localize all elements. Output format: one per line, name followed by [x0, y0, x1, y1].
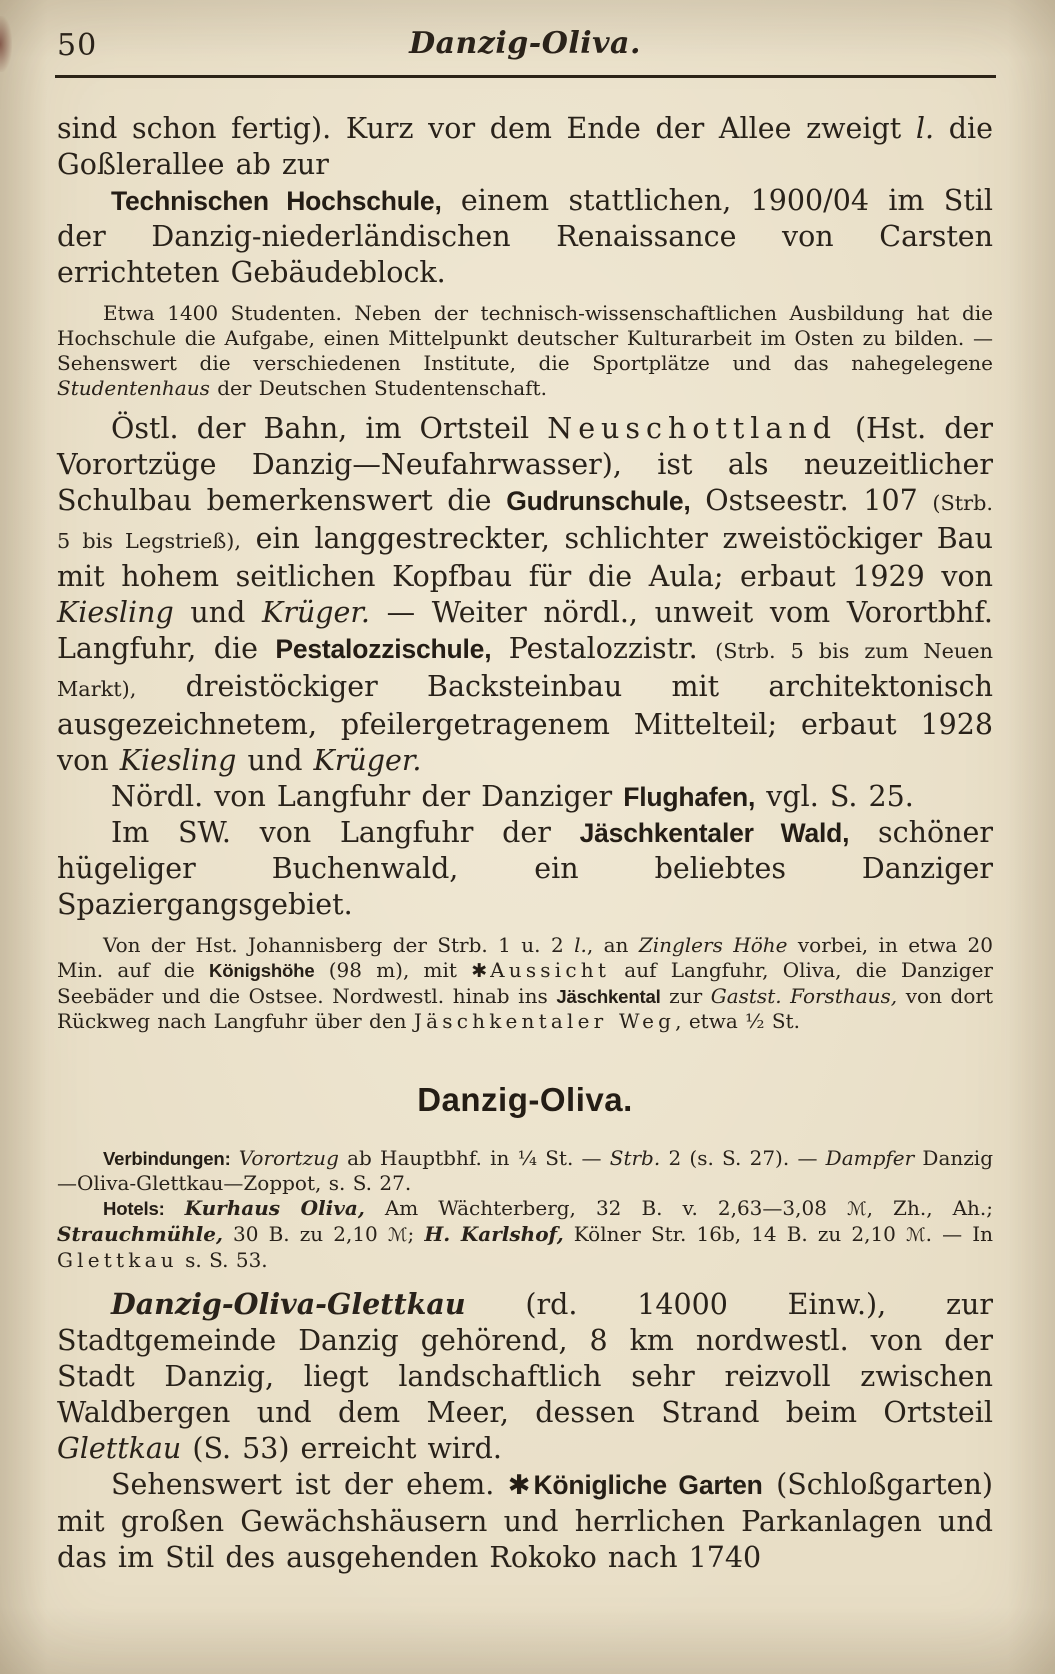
page-number: 50 — [57, 28, 98, 63]
text-run: Studentenhaus — [57, 376, 210, 400]
text-run: Pestalozzistr. — [491, 632, 716, 665]
text-run: der Deutschen Studentenschaft. — [209, 376, 547, 400]
para-flughafen — [57, 779, 993, 815]
text-run: Im SW. von Langfuhr der — [111, 816, 580, 849]
text-run: Etwa 1400 Studenten. Neben der technisch-wissenschaftlichen Ausbildung hat die Hochschule die Aufgabe, einen Mittelpunkt deutscher Kulturarbeit im Osten zu bilden. — Sehenswert die verschiedenen Institute, die Sportplätze und das nahegelegene — [57, 301, 993, 375]
text-run: 2 (s. S. 27). — — [660, 1146, 826, 1170]
mark-currency-sign: ℳ — [906, 1225, 926, 1246]
text-run: Nördl. von Langfuhr der Danziger — [111, 780, 624, 813]
text-run: Dampfer — [825, 1146, 915, 1170]
text-run: Kölner Str. 16b, 14 B. zu 2,10 — [563, 1222, 906, 1246]
text-run: Von der Hst. Johannisberg der Strb. 1 u. 2 — [103, 933, 575, 957]
text-run: , etwa ½ St. — [675, 1009, 800, 1033]
running-title: Danzig-Oliva. — [409, 26, 641, 61]
page-body-bottom — [57, 1146, 993, 1576]
page-body-top — [57, 111, 993, 1034]
text-run: vorbei, in etwa 20 Min. auf die — [57, 933, 993, 982]
text-run: Verbindungen: — [103, 1148, 231, 1169]
text-run: Kurhaus Oliva, — [184, 1196, 365, 1220]
text-run: Flughafen, — [623, 782, 756, 812]
text-run: (98 m), mit — [314, 958, 472, 982]
para-koenigliche-garten — [57, 1467, 993, 1576]
text-run: Strauchmühle, — [57, 1222, 223, 1246]
text-run: (Strb. 5 bis Legstrieß), — [57, 491, 994, 553]
text-run: Pestalozzischule, — [275, 634, 492, 664]
text-run: Kiesling — [119, 744, 237, 777]
text-run: und — [236, 744, 314, 777]
para-jaeschkentaler-wald — [57, 815, 993, 923]
text-run: H. Karlshof, — [424, 1222, 564, 1246]
text-run: 30 B. zu 2,10 — [222, 1222, 388, 1246]
text-run: Krüger. — [262, 596, 370, 629]
text-run: Technischen Hochschule, — [111, 186, 442, 216]
text-run: Östl. der Bahn, im Ortsteil — [111, 412, 548, 445]
text-run: Krüger. — [313, 744, 422, 777]
para-hotels — [57, 1196, 993, 1273]
text-run: — Weiter nördl., unweit vom Vorortbhf. Langfuhr, die — [57, 596, 993, 665]
text-run: vgl. S. 25. — [755, 780, 914, 813]
text-run: Danzig-Oliva-Glettkau — [111, 1287, 466, 1321]
header-rule — [55, 75, 996, 78]
text-run: Danzig—Oliva-Glettkau—Zoppot, s. S. 27. — [57, 1146, 994, 1195]
text-run: (Schloßgarten) mit großen Gewächshäusern und herrlichen Parkanlagen und das im Stil des ausgehenden Rokoko nach 1740 — [57, 1468, 993, 1574]
text-run: (rd. 14000 Einw.), zur Stadtgemeinde Danzig gehörend, 8 km nordwestl. von der Stadt Danzig, liegt landschaftlich sehr reizvoll zwischen Waldbergen und dem Meer, dessen Strand beim Ortsteil — [57, 1288, 993, 1429]
text-run: s. S. 53. — [177, 1248, 268, 1272]
text-run: Zinglers Höhe — [638, 933, 788, 957]
text-run: Gudrunschule, — [506, 486, 691, 516]
text-run: (Hst. der Vorortzüge Danzig—Neufahrwasser), ist als neuzeitlicher Schulbau bemerkenswert die — [57, 412, 993, 517]
star-icon: ✱ — [471, 960, 488, 982]
text-run: Glettkau — [57, 1248, 178, 1272]
para-gudrunschule-pestalozzischule — [57, 411, 993, 779]
text-run: l. — [574, 933, 587, 957]
para-studenten — [57, 301, 993, 401]
text-run: Strb. — [609, 1146, 661, 1170]
text-run: Sehenswert ist der ehem. — [111, 1468, 508, 1501]
scan-edge-artifact — [0, 16, 12, 72]
text-run: Glettkau — [57, 1432, 182, 1465]
para-danzig-oliva-glettkau — [57, 1286, 993, 1467]
text-run: sind schon fertig). Kurz vor dem Ende der Allee zweigt — [57, 112, 916, 145]
text-run: (Strb. 5 bis zum Neuen Markt), — [57, 639, 993, 701]
text-run: Ostseestr. 107 — [690, 484, 933, 517]
text-run: Kiesling — [57, 596, 174, 629]
text-run: dreistöckiger Backsteinbau mit architektonisch ausgezeichnetem, pfeilergetragenem Mittelteil; erbaut 1928 von — [57, 670, 993, 777]
para-verbindungen — [57, 1146, 993, 1196]
text-run: einem stattlichen, 1900/04 im Stil der Danzig-niederländischen Renaissance von Carsten errichteten Gebäudeblock. — [57, 184, 993, 289]
text-run — [165, 1196, 185, 1220]
text-run: Hotels: — [103, 1198, 165, 1219]
text-run: Neuschottland — [547, 412, 837, 445]
para-gosslerallee — [57, 111, 993, 183]
text-run: Jäschkental — [556, 986, 661, 1007]
text-run: die Goßlerallee ab zur — [57, 112, 993, 181]
text-run: von dort Rückweg nach Langfuhr über den — [57, 984, 993, 1033]
mark-currency-sign: ℳ — [387, 1225, 408, 1246]
star-icon: ✱ — [507, 1470, 531, 1501]
text-run: l. — [915, 112, 935, 145]
text-run: ein langgestreckter, schlichter zweistöckiger Bau mit hohem seitlichen Kopfbau für die Aula; erbaut 1929 von — [57, 522, 993, 593]
text-run: und — [173, 596, 263, 629]
mark-currency-sign: ℳ — [846, 1199, 867, 1220]
text-run: Gastst. Forsthaus, — [710, 984, 898, 1008]
text-run: , an — [586, 933, 639, 957]
text-run: zur — [660, 984, 711, 1008]
text-run — [231, 1146, 239, 1170]
text-run: ; — [407, 1222, 425, 1246]
text-run: Vorortzug — [238, 1146, 339, 1170]
text-run: Aussicht — [490, 958, 611, 982]
text-run: . — In — [925, 1222, 993, 1246]
text-run: auf Langfuhr, Oliva, die Danziger Seebäder und die Ostsee. Nordwestl. hinab ins — [57, 958, 993, 1008]
para-koenigshoehe — [57, 933, 993, 1034]
text-run: ab Hauptbhf. in ¼ St. — — [338, 1146, 610, 1170]
text-run: Königliche Garten — [533, 1470, 763, 1500]
text-run: Am Wächterberg, 32 B. v. 2,63—3,08 — [364, 1196, 847, 1220]
text-run: Jäschkentaler Wald, — [579, 818, 850, 848]
text-run: schöner hügeliger Buchenwald, ein beliebtes Danziger Spaziergangsgebiet. — [57, 816, 993, 921]
text-run: Jäschkentaler Weg — [413, 1009, 676, 1033]
text-run: (S. 53) erreicht wird. — [181, 1432, 502, 1465]
para-technische-hochschule — [57, 183, 993, 291]
page-header — [57, 26, 993, 68]
text-run: , Zh., Ah.; — [866, 1196, 994, 1220]
section-heading: Danzig-Oliva. — [417, 1081, 633, 1118]
text-run: Königshöhe — [209, 960, 315, 981]
